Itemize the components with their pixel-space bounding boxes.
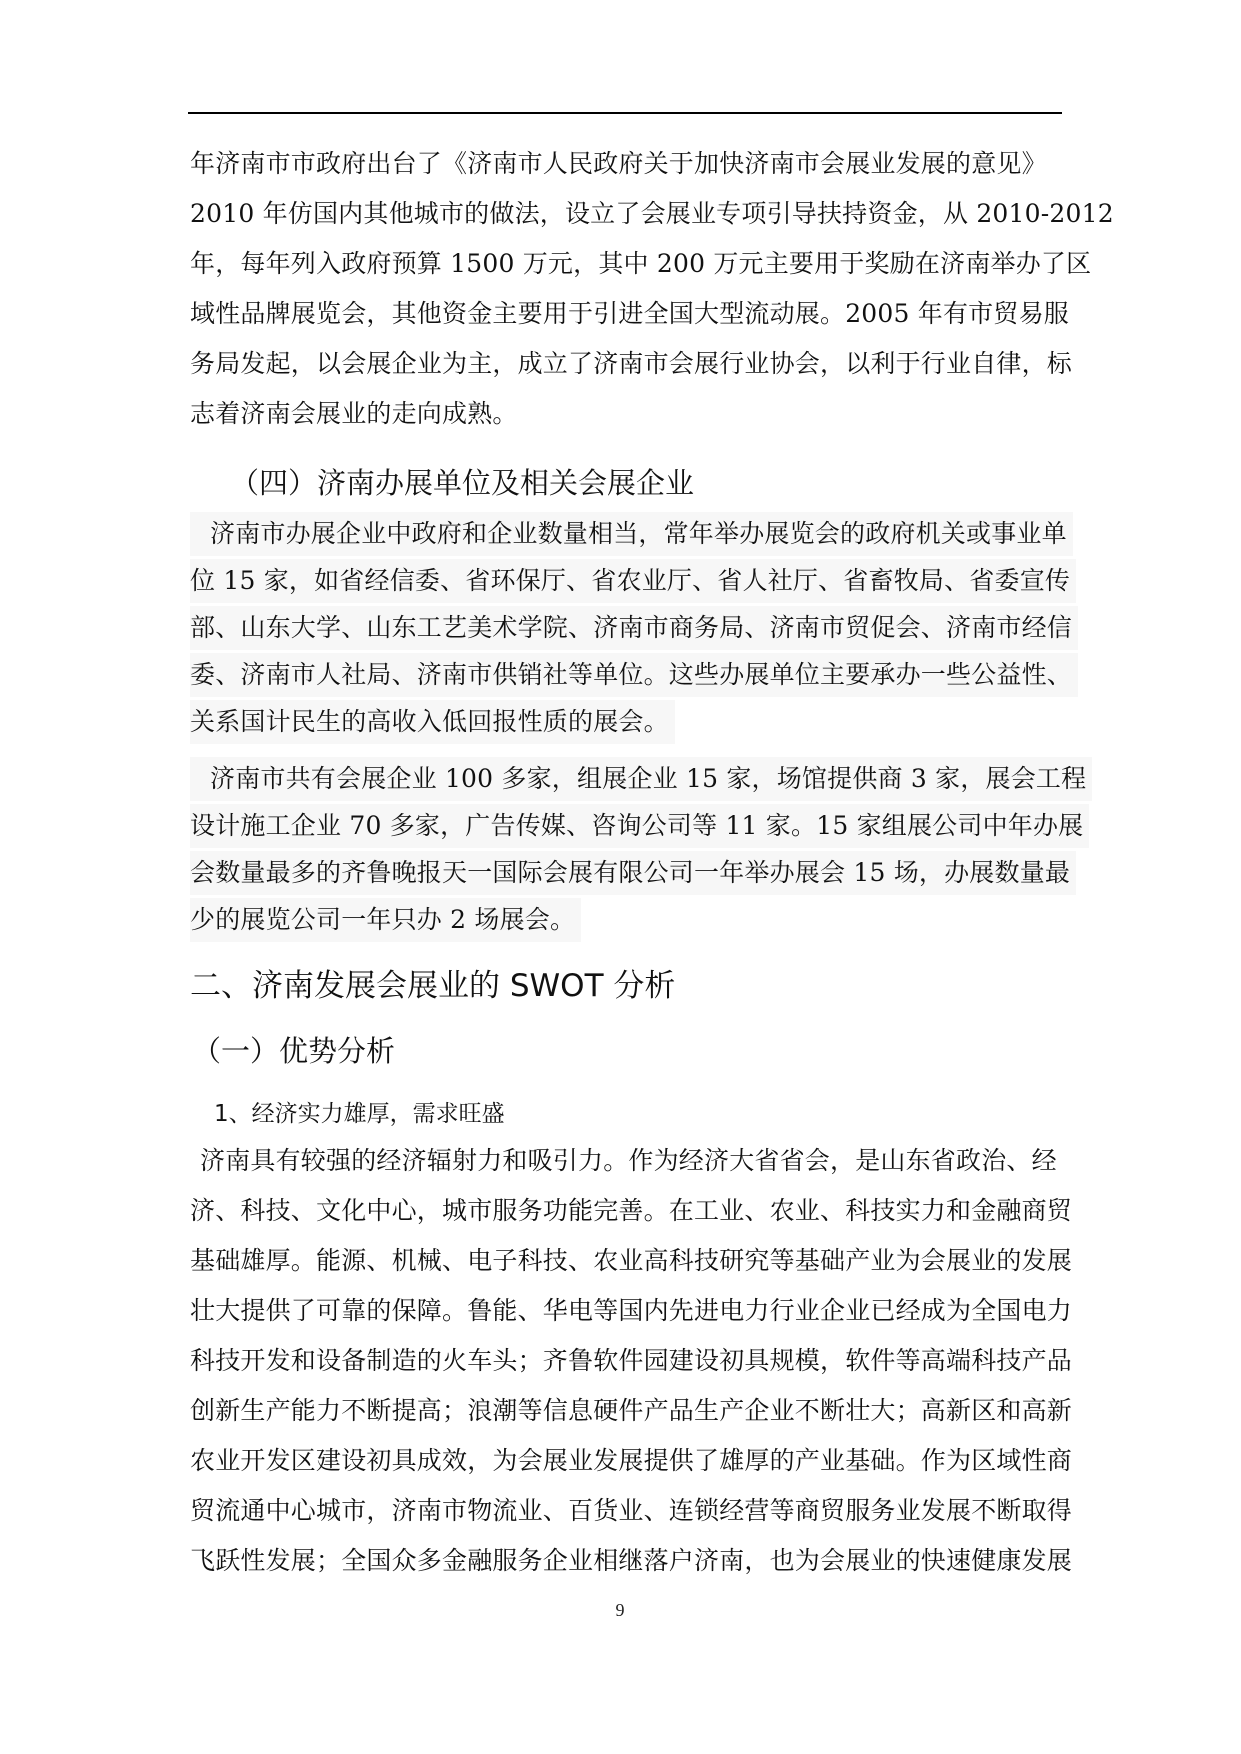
paragraph-policy — [190, 139, 1114, 439]
text-line: 会数量最多的齐鲁晚报天一国际会展有限公司一年举办展会 15 场，办展数量最 — [190, 851, 1076, 895]
paragraph-organizers — [190, 512, 1073, 747]
text-line: 关系国计民生的高收入低回报性质的展会。 — [190, 700, 675, 744]
paragraph-advantages — [190, 1136, 1073, 1586]
text-line: 位 15 家，如省经信委、省环保厅、省农业厅、省人社厅、省畜牧局、省委宣传 — [190, 559, 1076, 603]
text-line: 少的展览公司一年只办 2 场展会。 — [190, 898, 581, 942]
text-line: 科技开发和设备制造的火车头；齐鲁软件园建设初具规模，软件等高端科技产品 — [190, 1346, 1073, 1375]
chapter-heading: 二、济南发展会展业的 SWOT 分析 — [190, 968, 676, 1004]
text-line: 济南市办展企业中政府和企业数量相当，常年举办展览会的政府机关或事业单 — [190, 512, 1073, 556]
section-heading: （四）济南办展单位及相关会展企业 — [230, 466, 695, 500]
text-line: 农业开发区建设初具成效，为会展业发展提供了雄厚的产业基础。作为区域性商 — [190, 1446, 1073, 1475]
header-rule — [188, 112, 1062, 114]
text-line: 贸流通中心城市，济南市物流业、百货业、连锁经营等商贸服务业发展不断取得 — [190, 1496, 1073, 1525]
text-line: 域性品牌展览会，其他资金主要用于引进全国大型流动展。2005 年有市贸易服 — [190, 299, 1069, 328]
text-line: 2010 年仿国内其他城市的做法，设立了会展业专项引导扶持资金，从 2010-2012 — [190, 199, 1114, 228]
text-line: 年济南市市政府出台了《济南市人民政府关于加快济南市会展业发展的意见》 — [190, 149, 1047, 178]
text-line: 飞跃性发展；全国众多金融服务企业相继落户济南，也为会展业的快速健康发展 — [190, 1546, 1073, 1575]
text-line: 部、山东大学、山东工艺美术学院、济南市商务局、济南市贸促会、济南市经信 — [190, 606, 1078, 650]
text-line: 务局发起，以会展企业为主，成立了济南市会展行业协会，以利于行业自律，标 — [190, 349, 1073, 378]
text-line: 济南市共有会展企业 100 多家，组展企业 15 家，场馆提供商 3 家，展会工程 — [190, 757, 1092, 801]
text-line: 济南具有较强的经济辐射力和吸引力。作为经济大省省会，是山东省政治、经 — [200, 1146, 1057, 1175]
item-heading: 1、经济实力雄厚，需求旺盛 — [214, 1101, 505, 1127]
subsection-heading: （一）优势分析 — [192, 1034, 396, 1068]
text-line: 创新生产能力不断提高；浪潮等信息硬件产品生产企业不断壮大；高新区和高新 — [190, 1396, 1073, 1425]
text-line: 基础雄厚。能源、机械、电子科技、农业高科技研究等基础产业为会展业的发展 — [190, 1246, 1073, 1275]
text-line: 年，每年列入政府预算 1500 万元，其中 200 万元主要用于奖励在济南举办了区 — [190, 249, 1092, 278]
text-line: 志着济南会展业的走向成熟。 — [190, 399, 518, 428]
text-line: 设计施工企业 70 多家，广告传媒、咨询公司等 11 家。15 家组展公司中年办展 — [190, 804, 1089, 848]
page-number: 9 — [615, 1600, 625, 1620]
text-line: 壮大提供了可靠的保障。鲁能、华电等国内先进电力行业企业已经成为全国电力 — [190, 1296, 1073, 1325]
text-line: 委、济南市人社局、济南市供销社等单位。这些办展单位主要承办一些公益性、 — [190, 653, 1078, 697]
text-line: 济、科技、文化中心，城市服务功能完善。在工业、农业、科技实力和金融商贸 — [190, 1196, 1073, 1225]
paragraph-companies — [190, 757, 1087, 945]
